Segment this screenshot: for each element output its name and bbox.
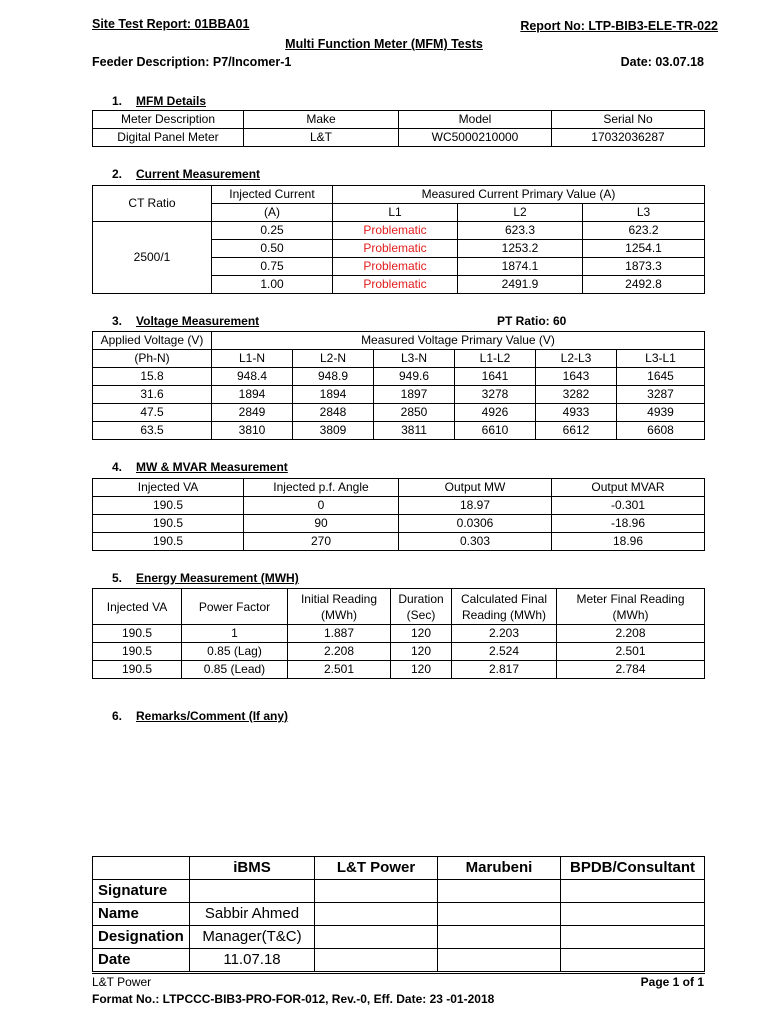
pt-ratio: PT Ratio: 60	[497, 314, 567, 328]
table-cell: 190.5	[93, 625, 182, 643]
table-cell: 1894	[293, 386, 374, 404]
format-number: Format No.: LTPCCC-BIB3-PRO-FOR-012, Rev.-0, Eff. Date: 23 -01-2018	[92, 992, 495, 1006]
table-cell: 2.817	[452, 661, 557, 679]
signature-field	[438, 880, 561, 903]
table-cell: 18.97	[399, 497, 552, 515]
header-line: Initial Reading	[300, 591, 378, 606]
section-6-heading	[112, 709, 288, 723]
table-cell: 0.25	[212, 222, 333, 240]
section-3-heading	[112, 314, 259, 328]
designation-field: Manager(T&C)	[190, 926, 315, 949]
header-line: (Sec)	[406, 607, 436, 622]
table-cell: 4926	[455, 404, 536, 422]
page-title: Multi Function Meter (MFM) Tests	[285, 37, 483, 51]
feeder-description: Feeder Description: P7/Incomer-1	[92, 55, 292, 69]
table-cell: 2848	[293, 404, 374, 422]
table-cell: 3810	[212, 422, 293, 440]
table-cell: 623.2	[583, 222, 705, 240]
header-cell: Make	[244, 111, 399, 129]
table-cell: 2850	[374, 404, 455, 422]
table-cell: 1643	[536, 368, 617, 386]
table-cell: 2.203	[452, 625, 557, 643]
current-measurement-table	[92, 185, 705, 294]
table-cell: 1645	[617, 368, 705, 386]
table-cell: 2.208	[288, 643, 391, 661]
header-line: Injected VA	[106, 599, 168, 614]
table-cell: 2492.8	[583, 276, 705, 294]
table-cell: 190.5	[93, 533, 244, 551]
table-cell: 0.75	[212, 258, 333, 276]
date-field	[561, 949, 705, 972]
site-report-id: Site Test Report: 01BBA01	[92, 17, 250, 31]
table-cell: 2.784	[557, 661, 705, 679]
table-cell: 0.85 (Lag)	[182, 643, 288, 661]
table-cell: 0	[244, 497, 399, 515]
table-cell: 948.4	[212, 368, 293, 386]
table-cell: 120	[391, 625, 452, 643]
table-cell: 0.303	[399, 533, 552, 551]
table-cell: 3278	[455, 386, 536, 404]
table-cell: 190.5	[93, 643, 182, 661]
table-cell: 1894	[212, 386, 293, 404]
table-cell: 2.208	[557, 625, 705, 643]
table-cell: 2491.9	[458, 276, 583, 294]
table-cell: 949.6	[374, 368, 455, 386]
party-header: BPDB/Consultant	[561, 857, 705, 880]
section-number: 5.	[112, 571, 123, 585]
energy-measurement-table	[92, 588, 705, 679]
header-cell: L3-L1	[617, 350, 705, 368]
table-cell: 6612	[536, 422, 617, 440]
table-cell: 190.5	[93, 497, 244, 515]
table-cell: 270	[244, 533, 399, 551]
header-cell: Model	[399, 111, 552, 129]
page-number: Page 1 of 1	[640, 975, 704, 989]
report-date: Date: 03.07.18	[620, 55, 704, 69]
name-field	[315, 903, 438, 926]
status-cell: Problematic	[333, 240, 458, 258]
signature-field	[190, 880, 315, 903]
table-cell: 1874.1	[458, 258, 583, 276]
section-title: Current Measurement	[136, 167, 261, 181]
table-cell: 120	[391, 643, 452, 661]
table-cell: 1254.1	[583, 240, 705, 258]
header-cell: CT Ratio	[93, 186, 212, 222]
header-cell: Injected p.f. Angle	[244, 479, 399, 497]
table-cell: 15.8	[93, 368, 212, 386]
footer-divider	[92, 973, 705, 974]
table-cell: 47.5	[93, 404, 212, 422]
date-field	[315, 949, 438, 972]
table-cell: 1641	[455, 368, 536, 386]
header-line: (MWh)	[612, 607, 649, 622]
section-5-heading	[112, 571, 299, 585]
header-cell: Injected VA	[93, 479, 244, 497]
header-cell: Injected Current	[212, 186, 333, 204]
designation-field	[561, 926, 705, 949]
table-cell: 31.6	[93, 386, 212, 404]
table-cell: 1897	[374, 386, 455, 404]
ct-ratio-cell: 2500/1	[93, 222, 212, 294]
signoff-table	[92, 856, 705, 972]
section-number: 3.	[112, 314, 123, 328]
table-cell: WC5000210000	[399, 129, 552, 147]
table-cell: 3282	[536, 386, 617, 404]
table-cell: 2.501	[288, 661, 391, 679]
corner-cell	[93, 857, 190, 880]
header-cell: L1-N	[212, 350, 293, 368]
header-cell: L3	[583, 204, 705, 222]
header-cell: Measured Current Primary Value (A)	[333, 186, 705, 204]
table-cell: 63.5	[93, 422, 212, 440]
table-cell: 18.96	[552, 533, 705, 551]
table-cell: 2849	[212, 404, 293, 422]
section-title: MFM Details	[136, 94, 207, 108]
header-cell	[557, 589, 705, 625]
table-cell: 3809	[293, 422, 374, 440]
header-cell	[182, 589, 288, 625]
status-cell: Problematic	[333, 276, 458, 294]
row-label-designation: Designation	[93, 926, 190, 949]
party-header: L&T Power	[315, 857, 438, 880]
table-cell: 4933	[536, 404, 617, 422]
header-cell: Applied Voltage (V)	[93, 332, 212, 350]
section-2-heading	[112, 167, 260, 181]
voltage-measurement-table	[92, 331, 705, 440]
table-cell: 1	[182, 625, 288, 643]
header-cell: L2-L3	[536, 350, 617, 368]
table-cell: 190.5	[93, 661, 182, 679]
header-cell: L1	[333, 204, 458, 222]
header-cell	[288, 589, 391, 625]
row-label-name: Name	[93, 903, 190, 926]
designation-field	[315, 926, 438, 949]
header-cell: Output MW	[399, 479, 552, 497]
table-cell: 1873.3	[583, 258, 705, 276]
header-line: Duration	[398, 591, 444, 606]
table-cell: 2.501	[557, 643, 705, 661]
header-cell: L3-N	[374, 350, 455, 368]
table-cell: 3811	[374, 422, 455, 440]
section-number: 1.	[112, 94, 123, 108]
date-field: 11.07.18	[190, 949, 315, 972]
table-cell: 120	[391, 661, 452, 679]
header-line: (MWh)	[321, 607, 357, 622]
header-cell: L2	[458, 204, 583, 222]
date-field	[438, 949, 561, 972]
table-cell: 0.50	[212, 240, 333, 258]
section-number: 2.	[112, 167, 123, 181]
section-title: Remarks/Comment (If any)	[136, 709, 289, 723]
table-cell: 1.00	[212, 276, 333, 294]
header-cell: Meter Description	[93, 111, 244, 129]
header-cell: (Ph-N)	[93, 350, 212, 368]
name-field	[561, 903, 705, 926]
section-number: 4.	[112, 460, 123, 474]
table-cell: 90	[244, 515, 399, 533]
header-line: Meter Final Reading	[576, 591, 685, 606]
table-cell: 0.85 (Lead)	[182, 661, 288, 679]
designation-field	[438, 926, 561, 949]
table-cell: 0.0306	[399, 515, 552, 533]
row-label-date: Date	[93, 949, 190, 972]
name-field: Sabbir Ahmed	[190, 903, 315, 926]
table-cell: 190.5	[93, 515, 244, 533]
table-cell: 623.3	[458, 222, 583, 240]
row-label-signature: Signature	[93, 880, 190, 903]
header-line: Reading (MWh)	[461, 607, 547, 622]
table-cell: 1253.2	[458, 240, 583, 258]
table-cell: 2.524	[452, 643, 557, 661]
mw-mvar-table	[92, 478, 705, 551]
signature-field	[561, 880, 705, 903]
table-cell: 6608	[617, 422, 705, 440]
section-title: Voltage Measurement	[136, 314, 260, 328]
footer-company: L&T Power	[92, 975, 152, 989]
status-cell: Problematic	[333, 258, 458, 276]
header-cell: Measured Voltage Primary Value (V)	[212, 332, 705, 350]
section-title: Energy Measurement (MWH)	[136, 571, 299, 585]
header-line: Calculated Final	[460, 591, 548, 606]
header-line: Power Factor	[198, 599, 271, 614]
section-1-heading	[112, 94, 206, 108]
header-cell	[452, 589, 557, 625]
section-number: 6.	[112, 709, 123, 723]
header-cell	[391, 589, 452, 625]
header-cell: (A)	[212, 204, 333, 222]
table-cell: 6610	[455, 422, 536, 440]
section-title: MW & MVAR Measurement	[136, 460, 288, 474]
table-cell: -18.96	[552, 515, 705, 533]
header-cell	[93, 589, 182, 625]
table-cell: L&T	[244, 129, 399, 147]
header-cell: Output MVAR	[552, 479, 705, 497]
header-cell: Serial No	[552, 111, 705, 129]
mfm-details-table	[92, 110, 705, 147]
section-4-heading	[112, 460, 288, 474]
party-header: iBMS	[190, 857, 315, 880]
header-cell: L2-N	[293, 350, 374, 368]
table-cell: -0.301	[552, 497, 705, 515]
header-cell: L1-L2	[455, 350, 536, 368]
table-cell: 3287	[617, 386, 705, 404]
party-header: Marubeni	[438, 857, 561, 880]
table-cell: 1.887	[288, 625, 391, 643]
table-cell: Digital Panel Meter	[93, 129, 244, 147]
table-cell: 948.9	[293, 368, 374, 386]
signature-field	[315, 880, 438, 903]
status-cell: Problematic	[333, 222, 458, 240]
table-cell: 4939	[617, 404, 705, 422]
report-number: Report No: LTP-BIB3-ELE-TR-022	[520, 19, 718, 33]
table-cell: 17032036287	[552, 129, 705, 147]
name-field	[438, 903, 561, 926]
